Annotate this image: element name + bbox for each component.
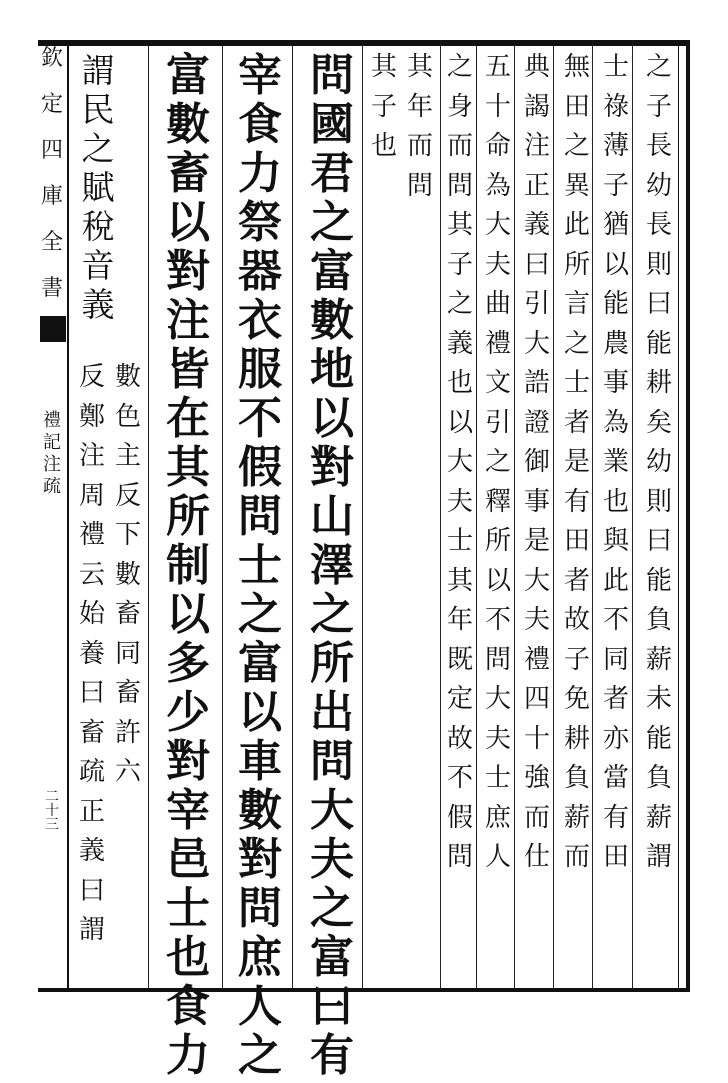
text-character: 言 (563, 289, 590, 319)
column-rule (362, 46, 363, 988)
text-character: 命 (484, 131, 511, 161)
text-character: 免 (563, 684, 590, 714)
text-character: 夫 (484, 723, 511, 754)
commentary-column-6 (444, 54, 476, 884)
text-character: 之 (645, 52, 672, 82)
text-character: 不 (238, 393, 282, 444)
text-character: 稅 (81, 207, 115, 246)
text-character: 仕 (523, 842, 550, 872)
text-character: 車 (238, 736, 282, 787)
margin-book-title (38, 48, 66, 324)
text-character: 衣 (238, 295, 282, 346)
text-character: 農 (602, 328, 629, 359)
text-character: 也 (370, 131, 397, 161)
text-character: 數 (114, 362, 141, 392)
text-character: 典 (523, 52, 550, 82)
text-character: 亦 (602, 723, 629, 754)
text-character: 庶 (484, 802, 511, 833)
text-character: 全 (40, 230, 63, 255)
text-character: 夫 (446, 486, 473, 517)
text-character: 書 (40, 276, 63, 301)
text-character: 數 (310, 295, 354, 346)
column-rule (514, 46, 515, 988)
text-character: 正 (523, 170, 550, 201)
text-character: 問 (310, 50, 354, 101)
text-character: 地 (310, 344, 354, 395)
margin-folio-number (40, 790, 64, 832)
text-character: 十 (523, 723, 550, 754)
text-character: 曰 (78, 875, 105, 906)
text-character: 謂 (645, 842, 672, 872)
text-character: 服 (238, 344, 282, 395)
column-rule (553, 46, 554, 988)
text-character: 畜 (114, 599, 141, 629)
text-character: 始 (78, 599, 105, 629)
text-character: 業 (602, 447, 629, 477)
frame-right-inner-border (678, 46, 679, 988)
text-character: 四 (523, 684, 550, 714)
text-character: 所 (310, 638, 354, 689)
commentary-column-7 (404, 54, 436, 212)
text-character: 誥 (523, 368, 550, 398)
commentary-column-4 (521, 54, 553, 884)
text-character: 庶 (238, 932, 282, 983)
text-character: 不 (484, 605, 511, 635)
text-character: 士 (602, 52, 629, 82)
text-character: 假 (238, 442, 282, 493)
text-character: 畜 (166, 148, 210, 199)
text-character: 富 (310, 246, 354, 297)
text-character: 大 (523, 565, 550, 596)
text-character: 曲 (484, 289, 511, 319)
text-character: 之 (238, 589, 282, 640)
text-character: 故 (563, 605, 590, 635)
text-character: 其 (446, 565, 473, 596)
text-character: 長 (645, 210, 672, 240)
text-character: 曰 (523, 249, 550, 280)
text-character: 問 (238, 883, 282, 934)
text-character: 假 (446, 802, 473, 833)
text-character: 子 (563, 644, 590, 675)
text-character: 所 (484, 526, 511, 556)
text-character: 是 (563, 447, 590, 477)
text-character: 者 (563, 565, 590, 596)
commentary-column-10 (76, 364, 108, 957)
text-character: 君 (310, 148, 354, 199)
text-character: 四 (40, 138, 63, 163)
text-character: 是 (523, 526, 550, 556)
text-character: 與 (602, 526, 629, 556)
text-character: 其 (406, 52, 433, 82)
text-character: 數 (238, 785, 282, 836)
text-character: 以 (166, 197, 210, 248)
text-character: 而 (406, 131, 433, 161)
text-character: 子 (370, 91, 397, 122)
column-rule (292, 46, 293, 988)
text-character: 而 (563, 842, 590, 872)
text-character: 器 (238, 246, 282, 297)
text-character: 禮 (43, 410, 61, 431)
text-character: 數 (166, 99, 210, 150)
text-character: 疏 (43, 476, 61, 497)
text-character: 少 (166, 687, 210, 738)
text-character: 人 (484, 842, 511, 872)
text-character: 不 (602, 605, 629, 635)
text-character: 引 (484, 407, 511, 438)
text-character: 鄭 (78, 401, 105, 432)
text-character: 周 (78, 480, 105, 511)
text-character: 子 (645, 91, 672, 122)
column-rule (632, 46, 633, 988)
text-character: 富 (238, 638, 282, 689)
text-character: 義 (523, 210, 550, 240)
text-character: 子 (602, 170, 629, 201)
text-character: 同 (602, 644, 629, 675)
margin-fish-tail-mark (40, 316, 66, 342)
text-character: 注 (78, 441, 105, 471)
text-character: 其 (370, 52, 397, 82)
text-character: 義 (446, 328, 473, 359)
text-character: 耕 (645, 368, 672, 398)
text-character: 正 (78, 796, 105, 827)
text-character: 年 (446, 605, 473, 635)
text-character: 引 (523, 289, 550, 319)
text-character: 問 (406, 170, 433, 201)
text-character: 而 (446, 131, 473, 161)
text-character: 曰 (645, 526, 672, 556)
text-character: 義 (81, 285, 115, 324)
text-character: 謂 (81, 51, 115, 90)
text-character: 注 (523, 131, 550, 161)
text-character: 則 (645, 249, 672, 280)
text-character: 幼 (645, 170, 672, 201)
text-character: 也 (446, 368, 473, 398)
text-character: 多 (166, 638, 210, 689)
text-character: 之 (563, 131, 590, 161)
commentary-column-5 (482, 54, 514, 884)
text-character: 此 (602, 565, 629, 596)
column-rule (440, 46, 441, 988)
text-character: 也 (166, 932, 210, 983)
text-character: 之 (310, 589, 354, 640)
text-character: 其 (446, 210, 473, 240)
text-character: 力 (238, 148, 282, 199)
main-text-column-2 (234, 50, 286, 1083)
text-character: 注 (166, 295, 210, 346)
margin-chapter-title (40, 412, 64, 500)
text-character: 猶 (602, 210, 629, 240)
text-character: 定 (446, 684, 473, 714)
text-character: 曰 (645, 289, 672, 319)
text-character: 無 (563, 52, 590, 82)
main-text-column-1 (306, 50, 358, 1083)
text-character: 大 (446, 447, 473, 477)
text-character: 未 (645, 684, 672, 714)
text-character: 薪 (645, 644, 672, 675)
text-character: 謂 (78, 915, 105, 945)
text-character: 云 (78, 559, 105, 590)
text-character: 下 (114, 520, 141, 550)
text-character: 同 (114, 638, 141, 669)
text-character: 士 (166, 883, 210, 934)
text-character: 夫 (310, 834, 354, 885)
text-character: 山 (310, 491, 354, 542)
text-character: 以 (310, 393, 354, 444)
text-character: 出 (310, 687, 354, 738)
column-rule (476, 46, 477, 988)
text-character: 耕 (563, 723, 590, 754)
text-character: 負 (645, 763, 672, 793)
text-character: 之 (484, 447, 511, 477)
text-character: 對 (166, 246, 210, 297)
text-character: 之 (310, 197, 354, 248)
text-character: 曰 (78, 678, 105, 708)
text-character: 之 (446, 289, 473, 319)
text-character: 薪 (563, 802, 590, 833)
text-character: 富 (310, 932, 354, 983)
text-character: 二 (45, 789, 59, 805)
text-character: 之 (446, 52, 473, 82)
text-character: 禮 (484, 328, 511, 359)
text-character: 反 (78, 362, 105, 392)
text-character: 矣 (645, 407, 672, 438)
text-character: 大 (484, 210, 511, 240)
text-character: 事 (523, 486, 550, 517)
text-character: 有 (602, 802, 629, 833)
text-character: 者 (602, 684, 629, 714)
text-character: 食 (238, 99, 282, 150)
text-character: 士 (238, 540, 282, 591)
text-character: 賦 (81, 168, 115, 207)
text-character: 夫 (523, 605, 550, 635)
text-character: 所 (563, 249, 590, 280)
text-character: 所 (166, 491, 210, 542)
commentary-column-9 (112, 364, 144, 799)
text-character: 民 (81, 90, 115, 129)
text-character: 之 (238, 1030, 282, 1081)
text-character: 以 (238, 687, 282, 738)
text-character: 禮 (523, 644, 550, 675)
text-character: 有 (563, 486, 590, 517)
text-character: 士 (563, 368, 590, 398)
frame-right-border (686, 40, 690, 992)
text-character: 則 (645, 486, 672, 517)
text-character: 子 (446, 249, 473, 280)
text-character: 問 (446, 170, 473, 201)
text-character: 富 (166, 50, 210, 101)
text-character: 田 (563, 91, 590, 122)
text-character: 五 (484, 52, 511, 82)
text-character: 之 (310, 883, 354, 934)
frame-bottom-border (38, 988, 690, 992)
text-character: 數 (114, 559, 141, 590)
text-character: 色 (114, 401, 141, 432)
text-character: 皆 (166, 344, 210, 395)
text-character: 強 (523, 763, 550, 793)
text-character: 許 (114, 717, 141, 748)
text-character: 負 (645, 605, 672, 635)
text-character: 力 (166, 1030, 210, 1081)
text-character: 邑 (166, 834, 210, 885)
text-character: 文 (484, 368, 511, 398)
text-character: 之 (563, 328, 590, 359)
text-character: 對 (238, 834, 282, 885)
text-character: 證 (523, 407, 550, 438)
text-character: 國 (310, 99, 354, 150)
text-character: 田 (602, 842, 629, 872)
text-character: 夫 (484, 249, 511, 280)
text-character: 制 (166, 540, 210, 591)
text-character: 定 (40, 92, 63, 117)
text-character: 為 (484, 170, 511, 201)
text-character: 宰 (166, 785, 210, 836)
text-character: 薄 (602, 131, 629, 161)
commentary-column-1 (640, 54, 678, 884)
text-character: 幼 (645, 447, 672, 477)
text-character: 十 (45, 803, 59, 819)
text-character: 在 (166, 393, 210, 444)
text-character: 問 (310, 736, 354, 787)
text-character: 也 (602, 486, 629, 517)
text-character: 疏 (78, 757, 105, 787)
text-character: 能 (602, 289, 629, 319)
text-character: 注 (43, 454, 61, 475)
text-character: 大 (484, 684, 511, 714)
text-character: 薪 (645, 802, 672, 833)
text-character: 祭 (238, 197, 282, 248)
frame-left-inner-border (67, 46, 69, 988)
text-character: 負 (563, 763, 590, 793)
text-character: 曰 (310, 981, 354, 1032)
text-character: 御 (523, 447, 550, 477)
text-character: 問 (484, 644, 511, 675)
text-character: 事 (602, 368, 629, 398)
column-rule (222, 46, 223, 988)
text-character: 主 (114, 441, 141, 471)
text-character: 人 (238, 981, 282, 1032)
text-character: 其 (166, 442, 210, 493)
commentary-column-8 (368, 54, 400, 173)
text-character: 異 (563, 170, 590, 201)
text-character: 食 (166, 981, 210, 1032)
main-text-column-3 (162, 50, 214, 1083)
text-character: 能 (645, 723, 672, 754)
text-character: 不 (446, 763, 473, 793)
text-character: 能 (645, 565, 672, 596)
column-rule (148, 46, 149, 988)
text-character: 故 (446, 723, 473, 754)
commentary-column-3 (561, 54, 593, 884)
text-character: 十 (484, 91, 511, 122)
text-character: 長 (645, 131, 672, 161)
text-character: 宰 (238, 50, 282, 101)
text-character: 記 (43, 432, 61, 453)
text-character: 問 (238, 491, 282, 542)
text-character: 大 (310, 785, 354, 836)
text-character: 士 (446, 526, 473, 556)
text-character: 田 (563, 526, 590, 556)
text-character: 士 (484, 763, 511, 793)
text-character: 之 (81, 129, 115, 168)
text-character: 為 (602, 407, 629, 438)
text-character: 以 (602, 249, 629, 280)
text-character: 有 (310, 1030, 354, 1081)
text-character: 畜 (114, 678, 141, 708)
text-character: 以 (484, 565, 511, 596)
text-character: 能 (645, 328, 672, 359)
text-character: 禮 (78, 520, 105, 550)
text-character: 既 (446, 644, 473, 675)
text-character: 義 (78, 836, 105, 866)
text-character: 反 (114, 480, 141, 511)
text-character: 三 (45, 817, 59, 833)
text-character: 謁 (523, 91, 550, 122)
text-character: 而 (523, 802, 550, 833)
text-character: 對 (310, 442, 354, 493)
text-character: 此 (563, 210, 590, 240)
text-character: 祿 (602, 91, 629, 122)
main-text-column-4 (76, 51, 120, 327)
text-character: 年 (406, 91, 433, 122)
text-character: 欽 (40, 46, 63, 71)
text-character: 六 (114, 757, 141, 787)
text-character: 當 (602, 763, 629, 793)
text-character: 音 (81, 246, 115, 285)
text-character: 對 (166, 736, 210, 787)
text-character: 庫 (40, 184, 63, 209)
text-character: 釋 (484, 486, 511, 517)
text-character: 以 (446, 407, 473, 438)
text-character: 養 (78, 638, 105, 669)
text-character: 以 (166, 589, 210, 640)
text-character: 大 (523, 328, 550, 359)
text-character: 者 (563, 407, 590, 438)
text-character: 澤 (310, 540, 354, 591)
commentary-column-2 (600, 54, 632, 884)
text-character: 問 (446, 842, 473, 872)
text-character: 身 (446, 91, 473, 122)
text-character: 畜 (78, 717, 105, 748)
